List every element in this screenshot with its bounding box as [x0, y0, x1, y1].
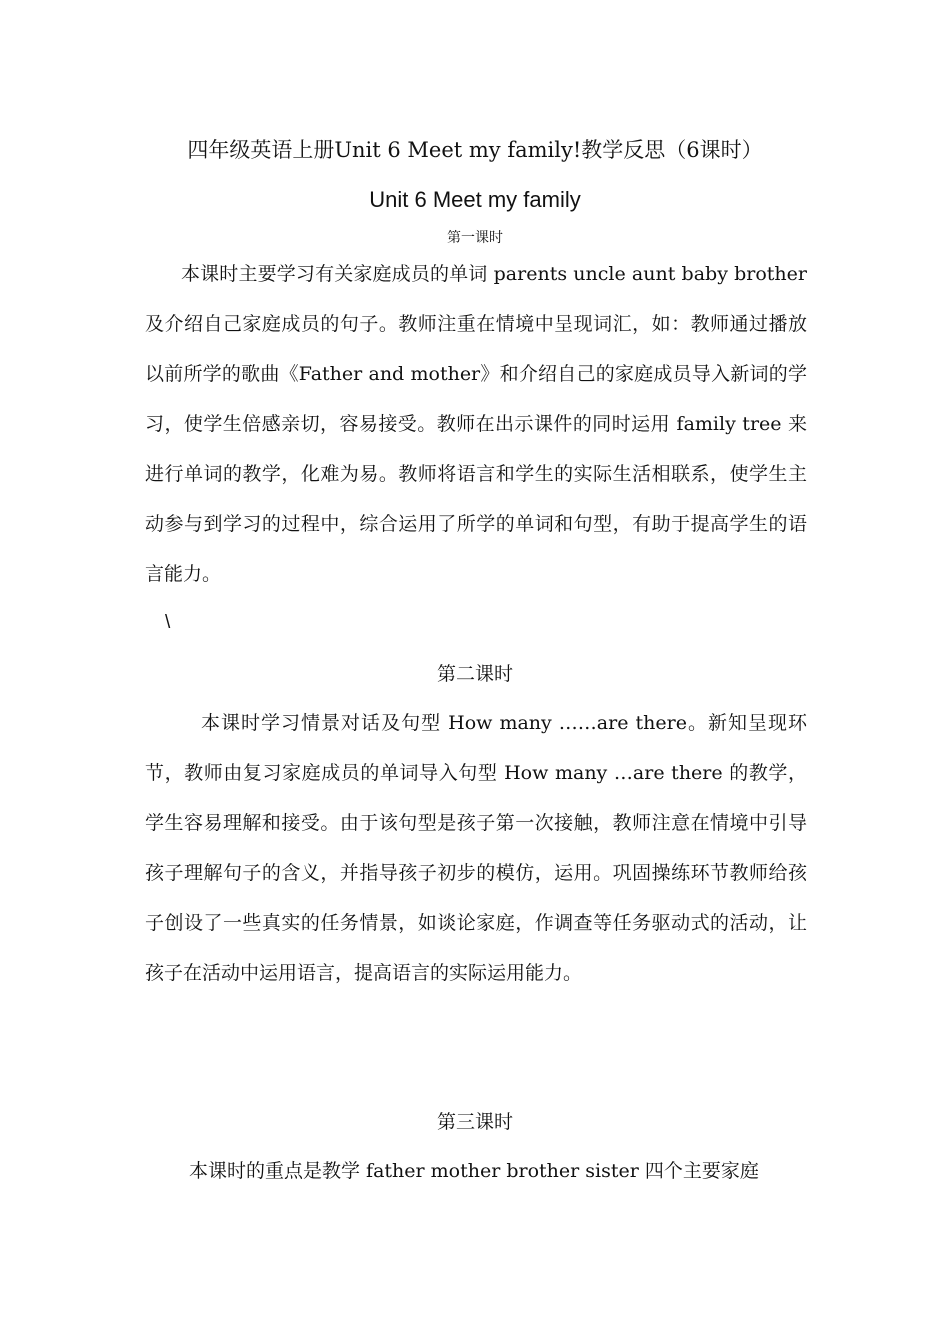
document-subtitle: Unit 6 Meet my family — [369, 187, 581, 212]
lesson-1-paragraph: 本课时主要学习有关家庭成员的单词 parents uncle aunt baby brother 及介绍自己家庭成员的句子。教师注重在情境中呈现词汇，如：教师通过播放以前所学的歌曲《Father and mother》和介绍自己的家庭成员导入新词的学习，使学生倍感亲切，容易接受。教师在出示课件的同时运用 family tree 来进行单词的教学，化难为易。教师将语言和学生的实际生活相联系，使学生主动参与到学习的过程中，综合运用了所学的单词和句型，有助于提高学生的语言能力。 — [145, 263, 807, 585]
lesson-2-paragraph: 本课时学习情景对话及句型 How many ……are there。新知呈现环节，教师由复习家庭成员的单词导入句型 How many …are there 的教学，学生容易理解和接受。由于该句型是孩子第一次接触，教师注意在情境中引导孩子理解句子的含义，并指导孩子初步的模仿，运用。巩固操练环节教师给孩子创设了一些真实的任务情景，如谈论家庭，作调查等任务驱动式的活动，让孩子在活动中运用语言，提高语言的实际运用能力。 — [145, 712, 807, 984]
document-title: 四年级英语上册Unit 6 Meet my family!教学反思（6课时） — [187, 138, 763, 162]
lesson-2-heading: 第二课时 — [436, 663, 513, 685]
lesson-3-paragraph: 本课时的重点是教学 father mother brother sister 四个主要家庭 — [189, 1160, 759, 1182]
stray-backslash: \ — [165, 612, 171, 633]
lesson-1-heading: 第一课时 — [447, 230, 503, 246]
lesson-3-heading: 第三课时 — [436, 1111, 513, 1133]
